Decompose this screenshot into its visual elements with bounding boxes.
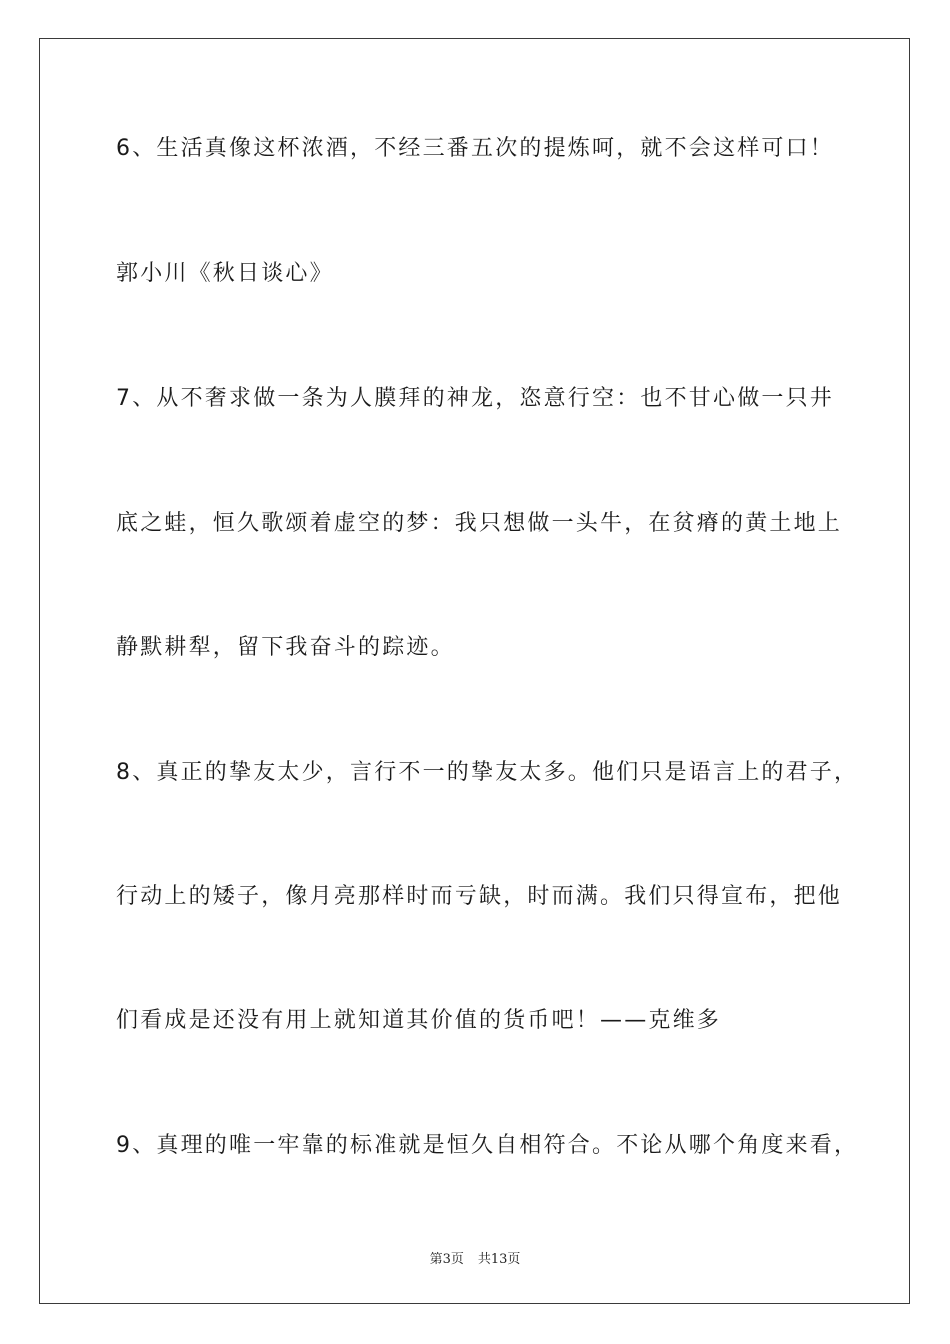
page-border bbox=[39, 38, 910, 1304]
text-line: 行动上的矮子，像月亮那样时而亏缺，时而满。我们只得宣布，把他 bbox=[116, 884, 843, 909]
text-line: 底之蛙，恒久歌颂着虚空的梦：我只想做一头牛，在贫瘠的黄土地上 bbox=[116, 511, 843, 536]
text-line: 郭小川《秋日谈心》 bbox=[116, 261, 334, 286]
text-line: 7、从不奢求做一条为人膜拜的神龙，恣意行空：也不甘心做一只井 bbox=[116, 386, 834, 411]
page-number: 第3页 bbox=[429, 1252, 464, 1267]
text-line: 8、真正的挚友太少，言行不一的挚友太多。他们只是语言上的君子， bbox=[116, 760, 859, 785]
text-line: 9、真理的唯一牢靠的标准就是恒久自相符合。不论从哪个角度来看， bbox=[116, 1133, 859, 1158]
page-total: 共13页 bbox=[477, 1252, 521, 1267]
text-line: 静默耕犁，留下我奋斗的踪迹。 bbox=[116, 635, 455, 660]
text-line: 6、生活真像这杯浓酒，不经三番五次的提炼呵，就不会这样可口！ bbox=[116, 136, 834, 161]
text-line: 们看成是还没有用上就知道其价值的货币吧！——克维多 bbox=[116, 1008, 722, 1033]
page-footer bbox=[0, 1248, 950, 1267]
